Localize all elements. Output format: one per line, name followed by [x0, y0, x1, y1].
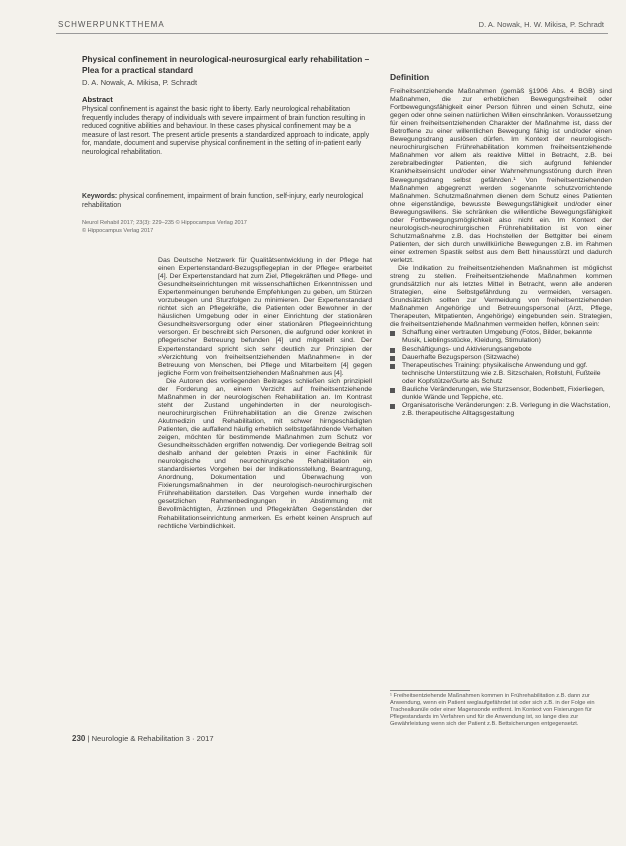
- abstract-heading: Abstract: [82, 95, 113, 104]
- keywords-value: physical confinement, impairment of brain function, self-injury, early neurological rehabilitation: [82, 193, 363, 209]
- bibliographic-line: [82, 220, 378, 235]
- abstract-text: Physical confinement is against the basic right to liberty. Early neurological rehabilitation frequently includes therapy of individuals with severe impairment of brain function resulting in reduced cognitive abilities and behaviour. In these cases physical confinement may be a measure of last resort. The present article presents a standardized approach to indicate, apply for, mandate, document and supervise physical confinement in the setting of in-patient early neurological rehabilitation.: [82, 106, 370, 156]
- biblio-publisher: © Hippocampus Verlag 2017: [82, 227, 154, 234]
- definition-heading: Definition: [390, 72, 430, 82]
- english-title: Physical confinement in neurological-neurosurgical early rehabilitation – Plea for a practical standard: [82, 54, 370, 75]
- header-rule: [56, 33, 608, 34]
- left-column: [158, 257, 372, 531]
- left-paragraph-2: Die Autoren des vorliegenden Beitrages schließen sich prinzipiell der Forderung an, einem Verzicht auf freiheitsentziehende Maßnahmen in der neurologischen Rehabilitation an. Im Kontrast steht der Zustand ungehinderten in der neurologisch-neurochirurgischen Frührehabilitation an die Grenze zwischen Akutmedizin und Rehabilitation, mit schwer hirngeschädigten Patienten, die auffallend häufig erheblich selbstgefährdende Verhalten zeigen, möchten für bestimmende Maßnahmen zum Schutz vor Gesundheitsschäden ergriffen notwendig. Der vorliegende Beitrag soll deshalb anhand der gelebten Praxis in einer Fachklinik für neurologische und neurochirurgische Rehabilitation ein standardisiertes Vorgehen bei der Indikationsstellung, Beantragung, Anordnung, Dokumentation und Überwachung von Fixierungsmaßnahmen in der neurologisch-neurochirurgischen Frührehabilitation darstellen. Das Vorgehen wurde innerhalb der gesetzlichen Rahmenbedingungen in Abstimmung mit Bevollmächtigten, Ärztinnen und Pflegekräften Gegenständen der Rehabilitationseinrichtung anmerken. Es erhebt keinen Anspruch auf rechtliche Verbindlichkeit.: [158, 377, 372, 530]
- page-folio: [72, 734, 214, 743]
- left-paragraph-1: Das Deutsche Netzwerk für Qualitätsentwicklung in der Pflege hat einen Expertenstandard-Bezugspflegeplan in der Pflege« erarbeitet [4]. Der Expertenstandard hat zum Ziel, Pflegekräften und Pflege- und Gesundheitseinrichtungen mit wissenschaftlichen Erkenntnissen und Expertenmeinungen beruhende Empfehlungen zu geben, um Stürzen vorzubeugen und Sturzfolgen zu minimieren. Der Expertenstandard richtet sich an Pflegekräfte, die Patienten oder Bewohner in der häuslichen Umgebung oder in einer Einrichtung der stationären Gesundheitsversorgung oder einer stationären Pflegeeinrichtung versorgen. Er beschreibt sich Personen, die aufgrund oder konkret in pflegerischer Betreuung befunden [4] und mitgeteilt sind. Der Expertenstandard spricht sich sehr deutlich zur Prinzipien der »Verzichtung von freiheitsentziehenden Maßnahmen« in der Betreuung von Menschen, bei Pflege und Mitarbeitern [4] gegen jegliche Form von freiheitsentziehenden Maßnahmen aus [4].: [158, 257, 372, 377]
- list-item: Schaffung einer vertrauten Umgebung (Fotos, Bilder, bekannte Musik, Lieblingsstücke, Kleidung, Stimulation): [390, 329, 612, 345]
- list-item: Organisatorische Veränderungen: z.B. Verlegung in die Wachstation, z.B. therapeutische Alltagsgestaltung: [390, 402, 612, 418]
- right-column: [390, 88, 612, 418]
- square-bullet-icon: [390, 388, 395, 393]
- square-bullet-icon: [390, 404, 395, 409]
- square-bullet-icon: [390, 348, 395, 353]
- page-number: 230: [72, 734, 86, 743]
- running-authors: D. A. Nowak, H. W. Mikisa, P. Schradt: [478, 20, 604, 29]
- list-item: Dauerhafte Bezugsperson (Sitzwache): [390, 354, 612, 362]
- keywords: [82, 193, 378, 210]
- section-label: SCHWERPUNKTTHEMA: [58, 20, 165, 29]
- list-item: Beschäftigungs- und Aktivierungsangebote: [390, 346, 612, 354]
- list-item: Bauliche Veränderungen, wie Sturzsensor, Bodenbett, Fixierliegen, dunkle Wände und Teppiche, etc.: [390, 386, 612, 402]
- journal-name: Neurologie & Rehabilitation 3 · 2017: [91, 734, 214, 743]
- biblio-citation: Neurol Rehabil 2017; 23(3): 229–235 © Hippocampus Verlag 2017: [82, 220, 247, 226]
- english-authors: D. A. Nowak, A. Mikisa, P. Schradt: [82, 78, 198, 87]
- right-paragraph-1: Freiheitsentziehende Maßnahmen (gemäß §1906 Abs. 4 BGB) sind Maßnahmen, die zur erheblichen Bewegungsfreiheit oder Fortbewegungsfähigkeit einer Person führen und einen Schutz, eine gegen oder ohne seinen natürlichen Willen einschränken. Voraussetzung für einen freiheitsentziehenden Charakter der Maßnahme ist, dass der Betroffene zu einer willentlichen Bewegung fähig ist und/oder einen Bewegungsdrang auslösen dürfen. Im Kontext der neurologisch-neurochirurgischen Frührehabilitation kommen freiheitsentziehende Maßnahmen vor allem als reaktive Mittel in Betracht, z.B. bei zerebralbedingter Patienten, die sich aufgrund fehlender Krankheitseinsicht und/oder einer Wahrnehmungsstörung durch ihren Bewegungsdrang selbst gefährden.¹ Von freiheitsentziehenden Maßnahmen abgegrenzt werden sogenannte schutzvorrichtende Maßnahmen. Schutzmaßnahmen dienen dem Schutz eines Patienten ohne eigenständige, bewusste Bewegungsfähigkeit und/oder einer Bewegungswillens. Sie schränken die willentliche Bewegungsfähigkeit oder Fortbewegungsmöglichkeit also nicht ein. Im Kontext der neurologisch-neurochirurgischen Frührehabilitation ist von einer Schutzmaßnahme z.B. das Hochstellen der Bettgitter bei einem Patienten, der sich durch unwillkürliche Bewegungen z.B. im Rahmen einer extremen Spastik selbst aus dem Bett hinausstürzt und dadurch verletzt.: [390, 88, 612, 264]
- square-bullet-icon: [390, 364, 395, 369]
- square-bullet-icon: [390, 356, 395, 361]
- footnote: ¹ Freiheitsentziehende Maßnahmen kommen in Frührehabilitation z.B. dann zur Anwendung, wenn ein Patient weglaufgefährdet ist oder sich z.B. in der Folge ein Trachealkanüle oder einer Magensonde entfernt. Im Kontext von Fixierungen für Pflegestandards im Verfahren und für die Anwendung ist, so lange dies zur Gewährleistung wenn sich der Patient z.B. Bettsicherungen entgegensetzt.: [390, 693, 595, 728]
- list-item: Therapeutisches Training: physikalische Anwendung und ggf. technische Unterstützung wie z.B. Sitzschalen, Rollstuhl, Fußteile oder Kopfstütze/Gurte als Schutz: [390, 362, 612, 386]
- folio-separator: |: [87, 734, 92, 743]
- strategy-list: [390, 329, 612, 418]
- keywords-label: Keywords:: [82, 193, 118, 200]
- square-bullet-icon: [390, 331, 395, 336]
- footnote-rule: [390, 690, 470, 691]
- right-paragraph-2: Die Indikation zu freiheitsentziehenden Maßnahmen ist möglichst streng zu stellen. Freiheitsentziehende Maßnahmen kommen grundsätzlich nur als letztes Mittel in Betracht, wenn alle anderen Strategien, eine Selbstgefährdung zu vermeiden, versagen. Grundsätzlich sollten zur Vermeidung von freiheitsentziehenden Maßnahmen Angehörige und Betreuungspersonal (Arzt, Pflege, Therapeuten, Mitpatienten, Angehörige) eingebunden sein. Strategien, die freiheitsentziehende Maßnahmen vermeiden helfen, können sein:: [390, 265, 612, 329]
